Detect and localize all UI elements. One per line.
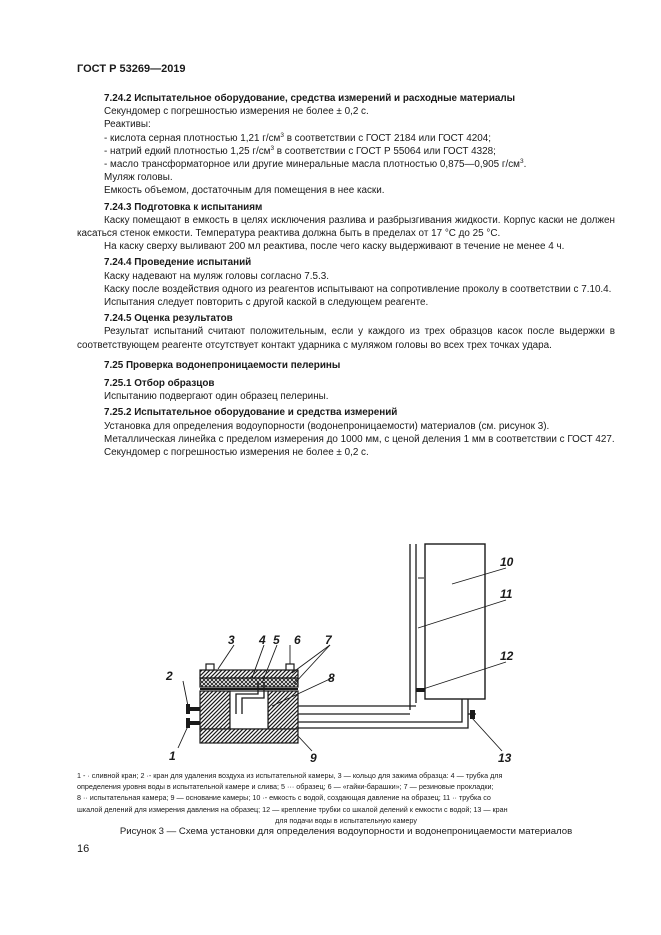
label-8: 8 [328, 671, 335, 685]
legend-line: определения уровня воды в испытательной камере и слива; 5 ··· образец; 6 — «гайки-барашки»; 7 — резиновые прокладки; [77, 782, 494, 792]
paragraph: Испытания следует повторить с другой каской в следующем реагенте. [104, 297, 429, 309]
test-chamber [186, 664, 298, 743]
section-7-25-2-heading: 7.25.2 Испытательное оборудование и средства измерений [104, 407, 398, 419]
paragraph: Результат испытаний считают положительным, если у каждого из трех образцов касок после выдержки в соответствующем реагенте отсутствует контакт ударника с муляжом головы во всех трех точках удара. [77, 326, 615, 351]
page-number: 16 [77, 843, 90, 855]
section-7-24-2-heading: 7.24.2 Испытательное оборудование, средства измерений и расходные материалы [104, 93, 516, 104]
label-9: 9 [310, 751, 317, 765]
water-container [425, 544, 485, 699]
paragraph: Секундомер с погрешностью измерения не более ± 0,2 с. [104, 447, 369, 459]
paragraph: Испытанию подвергают один образец пелерины. [104, 391, 329, 403]
section-7-24-4-heading: 7.24.4 Проведение испытаний [104, 257, 252, 269]
label-4: 4 [259, 633, 266, 647]
label-11: 11 [500, 587, 513, 601]
label-7: 7 [325, 633, 332, 647]
paragraph: Каску после воздействия одного из реагентов испытывают на сопротивление проколу в соответствии с 7.10.4. [104, 283, 612, 295]
section-7-24-5-heading: 7.24.5 Оценка результатов [104, 313, 233, 325]
graduated-tube [410, 544, 416, 710]
paragraph: Емкость объемом, достаточным для помещения в нее каски. [104, 185, 385, 197]
list-item: - натрий едкий плотностью 1,25 $г/см^3$ в соответствии с ГОСТ Р 55064 или ГОСТ 4328; [104, 144, 496, 157]
label-3: 3 [228, 633, 235, 647]
figure-3-apparatus-diagram [162, 538, 522, 768]
paragraph: Металлическая линейка с пределом измерения до 1000 мм, с ценой деления 1 мм в соответствии с ГОСТ 427. [104, 433, 615, 445]
paragraph: Каску надевают на муляж головы согласно 7.5.3. [104, 270, 329, 282]
label-6: 6 [294, 633, 301, 647]
legend-line: для подачи воды в испытательную камеру [275, 815, 417, 825]
label-12: 12 [500, 649, 514, 663]
paragraph: На каску сверху выливают 200 мл реактива, после чего каску выдерживают в течение не менее 4 ч. [104, 241, 565, 253]
legend-line: 1 - · сливной кран; 2 ·- кран для удаления воздуха из испытательной камеры, 3 — кольцо для зажима образца: 4 — трубка для [77, 771, 503, 780]
label-2: 2 [166, 669, 173, 683]
document-header: ГОСТ Р 53269—2019 [77, 63, 186, 75]
label-5: 5 [273, 633, 280, 647]
section-7-24-3-heading: 7.24.3 Подготовка к испытаниям [104, 201, 263, 213]
figure-legend [77, 770, 615, 826]
document-body [77, 92, 615, 459]
paragraph: Муляж головы. [104, 172, 173, 184]
paragraph: Реактивы: [104, 119, 151, 131]
paragraph: Секундомер с погрешностью измерения не более ± 0,2 с. [104, 106, 369, 118]
legend-line: шкалой делений для измерения давления на образец; 12 — крепление трубки со шкалой делений к емкости с водой; 13 — кран [77, 804, 508, 814]
list-item: - кислота серная плотностью 1,21 $г/см^3$ в соответствии с ГОСТ 2184 или ГОСТ 4204; [104, 131, 491, 144]
label-13: 13 [498, 751, 512, 765]
figure-caption: Рисунок 3 — Схема установки для определения водоупорности и водонепроницаемости материалов [119, 826, 573, 837]
legend-line: 8 ·· испытательная камера; 9 — основание камеры; 10 ·- емкость с водой, создающая давление на образец; 11 ·· трубка со [77, 793, 491, 803]
paragraph: Установка для определения водоупорности (водонепроницаемости) материалов (см. рисунок 3). [104, 420, 550, 432]
label-10: 10 [500, 555, 514, 569]
paragraph: Каску помещают в емкость в целях исключения разлива и разбрызгивания жидкости. Корпус каски не должен касаться стенок емкости. Температура реактива должна быть в пределах от 17 °С до 25 °С. [77, 214, 615, 240]
label-1: 1 [169, 749, 176, 763]
list-item: - масло трансформаторное или другие минеральные масла плотностью 0,875—0,905 $г/см^3$. [104, 158, 527, 171]
section-7-25-heading: 7.25 Проверка водонепроницаемости пелерины [104, 359, 341, 371]
section-7-25-1-heading: 7.25.1 Отбор образцов [104, 378, 215, 390]
